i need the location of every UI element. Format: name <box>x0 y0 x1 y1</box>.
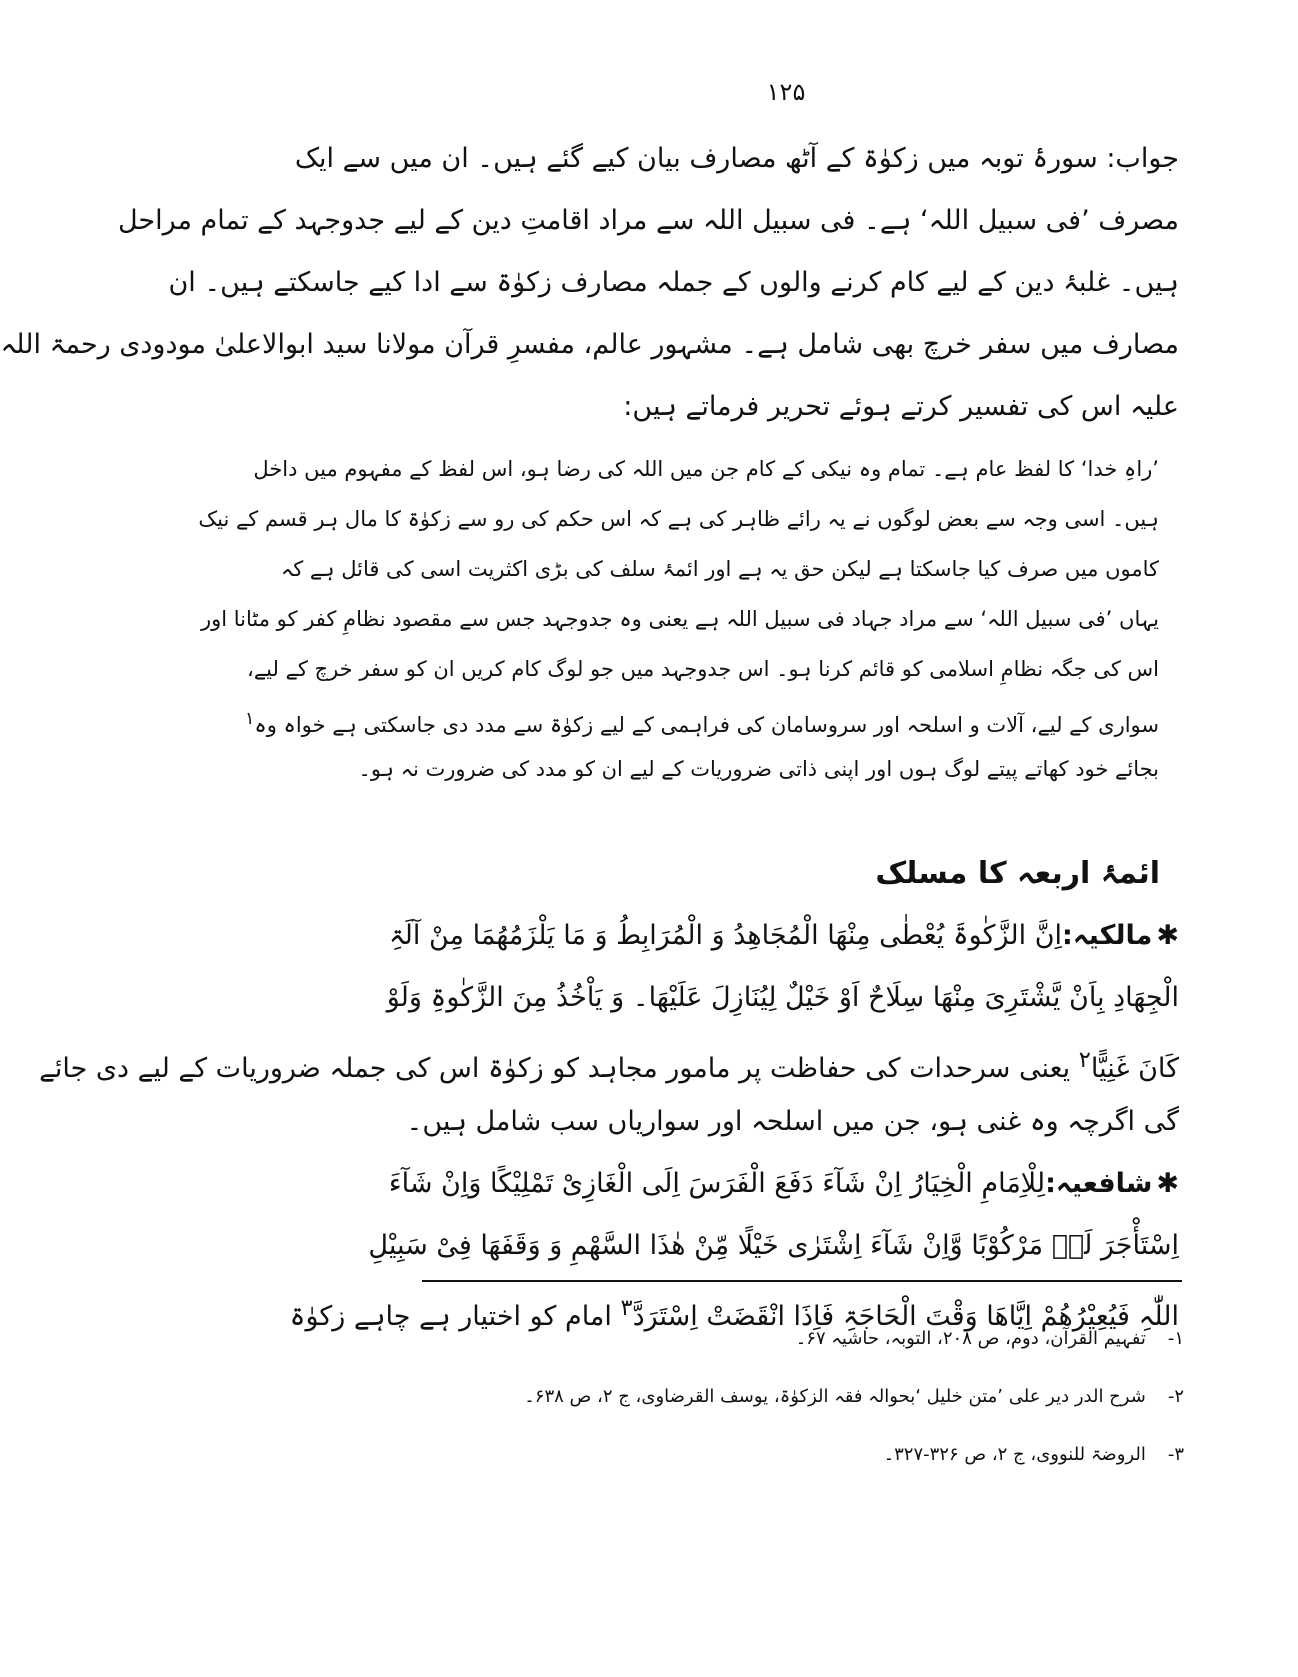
shafii-arabic: لِلْاِمَامِ الْخِیَارُ اِنْ شَآءَ دَفَعَ الْفَرَسَ اِلَی الْغَازِیْ تَمْلِیْکًا وَاِنْ شَآءَ <box>388 1168 1046 1199</box>
quote-line: بجائے خود کھاتے پیتے لوگ ہوں اور اپنی ذاتی ضروریات کے لیے ان کو مدد کی ضرورت نہ ہو۔ <box>358 757 1159 781</box>
maliki-line <box>39 1029 1179 1091</box>
footnote-item <box>414 1310 1184 1368</box>
maliki-line: الْجِھَادِ بِاَنْ یَّشْتَرِیَ مِنْھَا سِلَاحٌ اَوْ خَیْلٌ لِیُنَازِلَ عَلَیْھَا۔ وَ یَاْخُذُ مِنَ الزَّکٰوۃِ وَلَوْ <box>386 982 1179 1013</box>
footnote-text: الروضۃ للنووی، ج ۲، ص ۳۲۶-۳۲۷۔ <box>883 1444 1146 1465</box>
footnote-divider <box>422 1280 1182 1282</box>
quote-line: یہاں ’فی سبیل اللہ‘ سے مراد جہاد فی سبیل اللہ ہے یعنی وہ جدوجہد جس سے مقصود نظامِ کفر کو مٹانا اور <box>200 607 1159 631</box>
footnote-item <box>414 1426 1184 1484</box>
answer-paragraph <box>0 128 1179 438</box>
footnote-text: شرح الدر دیر علی ’متن خلیل ‘بحوالہ فقہ الزکوٰۃ، یوسف القرضاوی، ج ۲، ص ۶۳۸۔ <box>524 1386 1146 1407</box>
answer-line: ہیں۔ غلبۂ دین کے لیے کام کرنے والوں کے جملہ مصارف زکوٰۃ سے ادا کیے جاسکتے ہیں۔ ان <box>168 267 1179 298</box>
shafii-line: اِسْتَأْجَرَ لَہٗ مَرْکُوْبًا وَّاِنْ شَآءَ اِشْتَرٰی خَیْلًا مِّنْ ھٰذَا السَّھْمِ وَ وَقَفَھَا فِیْ سَبِیْلِ <box>368 1230 1179 1261</box>
madhhab-section <box>39 905 1179 1339</box>
answer-line: مصرف ’فی سبیل اللہ‘ ہے۔ فی سبیل اللہ سے مراد اقامتِ دین کے لیے جدوجہد کے تمام مراحل <box>117 205 1179 236</box>
footnote-item <box>414 1368 1184 1426</box>
maliki-line <box>388 905 1179 967</box>
footnote-ref-1: ۱ <box>245 709 255 729</box>
footnote-text: تفہیم القرآن، دوم، ص ۲۰۸، التوبہ، حاشیہ ۶۷۔ <box>795 1328 1146 1349</box>
quotation-block <box>198 444 1159 794</box>
quote-line: ’راہِ خدا‘ کا لفظ عام ہے۔ تمام وہ نیکی کے کام جن میں اللہ کی رضا ہو، اس لفظ کے مفہوم میں داخل <box>253 457 1159 481</box>
answer-line: علیہ اس کی تفسیر کرتے ہوئے تحریر فرماتے ہیں: <box>623 391 1179 422</box>
maliki-label: مالکیہ: <box>1062 920 1153 951</box>
footnote-ref-3: ۳ <box>620 1295 633 1321</box>
footnote-number: ۱- <box>1167 1328 1184 1349</box>
quote-line: کاموں میں صرف کیا جاسکتا ہے لیکن حق یہ ہے اور ائمۂ سلف کی بڑی اکثریت اسی کی قائل ہے کہ <box>280 557 1159 581</box>
page-number: ۱۲۵ <box>766 78 806 106</box>
shafii-arabic: اللّٰہِ فَیُعِیْرُھُمْ اِیَّاھَا وَقْتَ الْحَاجَۃِ فَاِذَا انْقَضَتْ اِسْتَرَدَّ <box>632 1301 1179 1332</box>
shafii-label: شافعیہ: <box>1045 1168 1153 1199</box>
answer-line: جواب: سورۂ توبہ میں زکوٰۃ کے آٹھ مصارف بیان کیے گئے ہیں۔ ان میں سے ایک <box>294 143 1179 174</box>
section-heading: ائمۂ اربعہ کا مسلک <box>875 856 1160 891</box>
star-bullet-icon: ✱ <box>1156 1168 1179 1199</box>
quote-line: ہیں۔ اسی وجہ سے بعض لوگوں نے یہ رائے ظاہر کی ہے کہ اس حکم کی رو سے زکوٰۃ کا مال ہر قسم کے نیک <box>198 507 1159 531</box>
star-bullet-icon: ✱ <box>1156 920 1179 951</box>
maliki-arabic: اِنَّ الزَّکٰوۃَ یُعْطٰی مِنْھَا الْمُجَاھِدُ وَ الْمُرَابِطُ وَ مَا یَلْزَمُھُمَا مِنْ آلَۃِ <box>388 920 1063 951</box>
quote-line: اس کی جگہ نظامِ اسلامی کو قائم کرنا ہو۔ اس جدوجہد میں جو لوگ کام کریں ان کو سفر خرچ کے لیے، <box>247 657 1159 681</box>
footnotes <box>414 1310 1184 1484</box>
footnote-number: ۳- <box>1167 1444 1184 1465</box>
quote-line <box>245 694 1159 744</box>
shafii-translation: امام کو اختیار ہے چاہے زکوٰۃ <box>289 1301 612 1332</box>
maliki-translation: یعنی سرحدات کی حفاظت پر مامور مجاہد کو زکوٰۃ اس کی جملہ ضروریات کے لیے دی جائے <box>39 1053 1071 1084</box>
maliki-arabic: کَانَ غَنِیًّا <box>1090 1053 1179 1084</box>
maliki-line: گی اگرچہ وہ غنی ہو، جن میں اسلحہ اور سواریاں سب شامل ہیں۔ <box>406 1106 1179 1137</box>
shafii-line <box>388 1153 1179 1215</box>
answer-line: مصارف میں سفر خرچ بھی شامل ہے۔ مشہور عالم، مفسرِ قرآن مولانا سید ابوالاعلیٰ مودودی رحمۃ اللہ <box>0 329 1179 360</box>
quote-line-text: سواری کے لیے، آلات و اسلحہ اور سروسامان کی فراہمی کے لیے زکوٰۃ سے مدد دی جاسکتی ہے خواہ وہ <box>254 713 1159 737</box>
footnote-ref-2: ۲ <box>1078 1047 1091 1073</box>
footnote-number: ۲- <box>1167 1386 1184 1407</box>
